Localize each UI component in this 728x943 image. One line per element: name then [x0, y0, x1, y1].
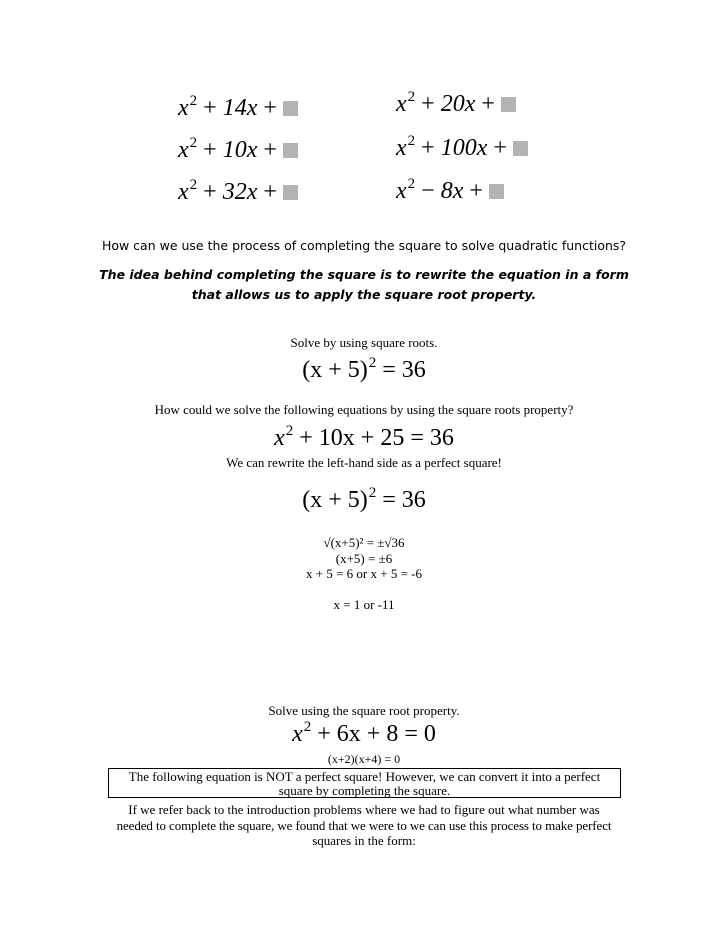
question-text: How can we use the process of completing the square to solve quadratic functions? [101, 238, 627, 253]
solve2-equation [0, 720, 728, 751]
var-x: x [396, 135, 407, 161]
var-x: x [178, 95, 189, 121]
note-line-1: The following equation is NOT a perfect square! However, we can convert it into a perfect [128, 769, 601, 784]
equation-3 [0, 486, 728, 517]
operator: + [203, 137, 217, 163]
equation-lhs: (x + 5) [302, 357, 368, 383]
warmup-right-1 [396, 90, 516, 121]
exponent: 2 [189, 135, 198, 151]
blank-square-icon [489, 184, 504, 199]
warmup-right-2 [396, 134, 528, 165]
var-x: x [178, 179, 189, 205]
var-x: x [292, 721, 303, 747]
equation-rhs: = 36 [382, 357, 426, 383]
equation-rest: + 6x + 8 = 0 [317, 721, 436, 747]
plus-sign: + [493, 135, 507, 161]
plus-sign: + [263, 95, 277, 121]
equation-rhs: = 36 [382, 487, 426, 513]
step-1: √(x+5)² = ±√36 [323, 535, 405, 550]
coefficient-term: 8x [440, 178, 464, 204]
exponent: 2 [368, 355, 377, 371]
factored-form: (x+2)(x+4) = 0 [327, 752, 401, 766]
exponent: 2 [189, 177, 198, 193]
equation-rest: + 10x + 25 = 36 [299, 425, 454, 451]
solve1-prompt: Solve by using square roots. [290, 335, 438, 350]
warmup-left-2 [178, 136, 298, 167]
operator: + [203, 179, 217, 205]
exponent: 2 [407, 176, 416, 192]
how-could-text: How could we solve the following equations by using the square roots property? [154, 402, 574, 417]
blank-square-icon [283, 143, 298, 158]
refer-line-1: If we refer back to the introduction problems where we had to figure out what number was [128, 802, 600, 817]
equation-lhs: (x + 5) [302, 487, 368, 513]
solve2-prompt: Solve using the square root property. [268, 703, 460, 718]
plus-sign: + [469, 178, 483, 204]
coefficient-term: 10x [222, 137, 258, 163]
blank-square-icon [513, 141, 528, 156]
plus-sign: + [481, 91, 495, 117]
operator: + [421, 135, 435, 161]
exponent: 2 [285, 423, 294, 439]
refer-line-3: squares in the form: [312, 833, 416, 848]
step-4: x = 1 or -11 [333, 597, 395, 612]
exponent: 2 [303, 719, 312, 735]
exponent: 2 [368, 485, 377, 501]
warmup-right-3 [396, 177, 504, 208]
note-line-2: square by completing the square. [278, 783, 451, 798]
exponent: 2 [189, 93, 198, 109]
idea-line-1: The idea behind completing the square is to rewrite the equation in a form [99, 267, 629, 282]
operator: + [203, 95, 217, 121]
coefficient-term: 32x [222, 179, 258, 205]
blank-square-icon [283, 101, 298, 116]
blank-square-icon [283, 185, 298, 200]
warmup-left-1 [178, 94, 298, 125]
blank-square-icon [501, 97, 516, 112]
idea-line-2: that allows us to apply the square root property. [191, 287, 537, 302]
warmup-left-3 [178, 178, 298, 209]
coefficient-term: 14x [222, 95, 258, 121]
var-x: x [396, 91, 407, 117]
exponent: 2 [407, 89, 416, 105]
coefficient-term: 100x [440, 135, 488, 161]
rewrite-note: We can rewrite the left-hand side as a perfect square! [226, 455, 502, 470]
equation-2 [0, 424, 728, 455]
operator: + [421, 91, 435, 117]
not-perfect-square-note [108, 768, 621, 798]
step-2: (x+5) = ±6 [335, 551, 393, 566]
var-x: x [396, 178, 407, 204]
step-3: x + 5 = 6 or x + 5 = -6 [306, 566, 422, 581]
var-x: x [178, 137, 189, 163]
var-x: x [274, 425, 285, 451]
plus-sign: + [263, 137, 277, 163]
refer-line-2: needed to complete the square, we found that we were to we can use this process to make perfect [116, 818, 612, 833]
operator: − [421, 178, 435, 204]
coefficient-term: 20x [440, 91, 476, 117]
solve1-equation [0, 356, 728, 387]
exponent: 2 [407, 133, 416, 149]
plus-sign: + [263, 179, 277, 205]
